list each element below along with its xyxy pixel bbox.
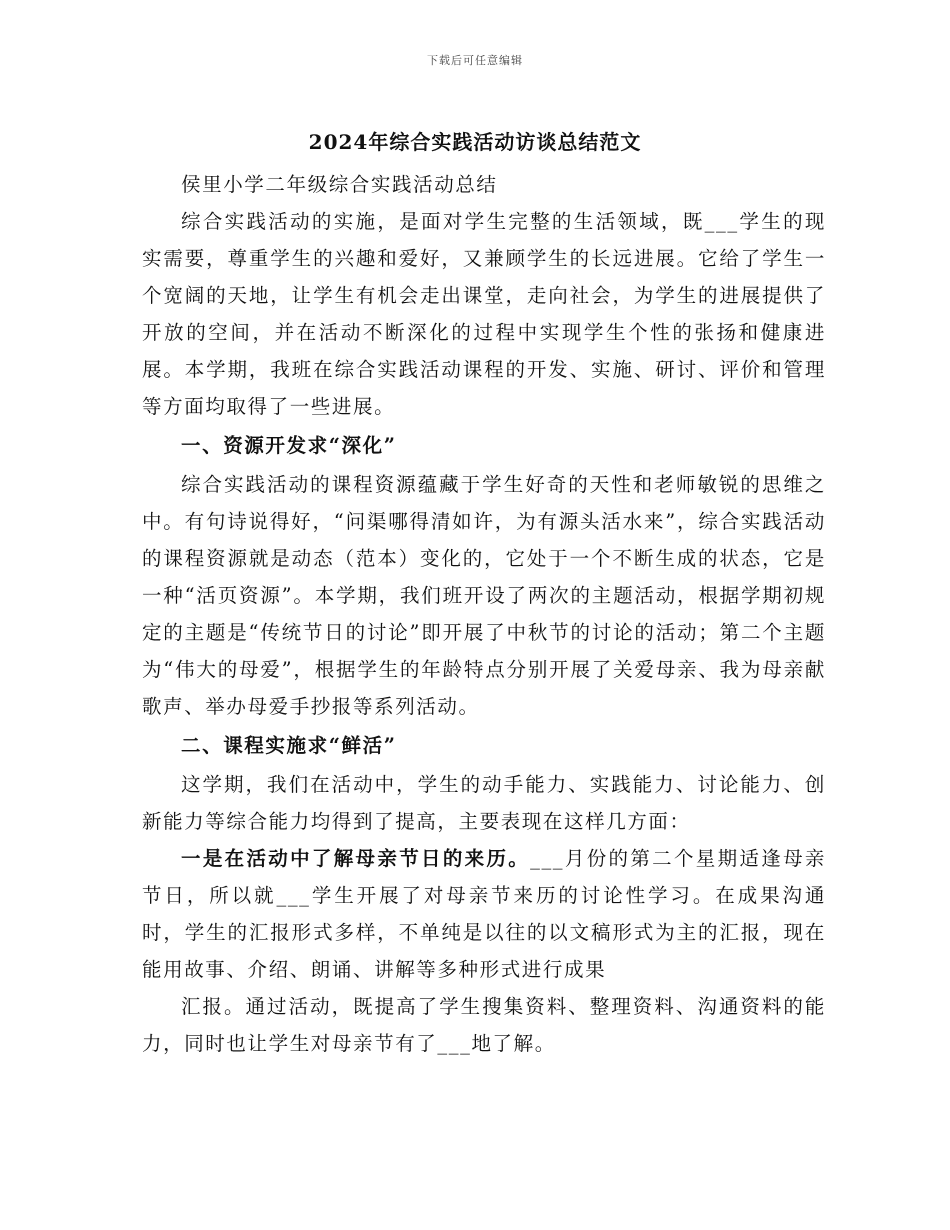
document-subtitle: 侯里小学二年级综合实践活动总结 xyxy=(181,173,498,196)
section-1-paragraph: 综合实践活动的课程资源蕴藏于学生好奇的天性和老师敏锐的思维之中。有句诗说得好，“问渠哪得清如许，为有源头活水来”，综合实践活动的课程资源就是动态（范本）变化的，它处于一个不断生成的状态，它是一种“活页资源”。本学期，我们班开设了两次的主题活动，根据学期初规定的主题是“传统节日的讨论”即开展了中秋节的讨论的活动；第二个主题为“伟大的母爱”，根据学生的年龄特点分别开展了关爱母亲、我为母亲献歌声、举办母爱手抄报等系列活动。 xyxy=(142,473,826,718)
section-2-paragraph: 这学期，我们在活动中，学生的动手能力、实践能力、讨论能力、创新能力等综合能力均得到了提高，主要表现在这样几方面： xyxy=(142,773,826,833)
document-title: 2024年综合实践活动访谈总结范文 xyxy=(308,130,642,154)
section-2-heading: 二、课程实施求“鲜活” xyxy=(181,734,397,757)
point-1-body: ___月份的第二个星期适逢母亲节日，所以就___学生开展了对母亲节来历的讨论性学习。在成果沟通时，学生的汇报形式多样，不单纯是以往的以文稿形式为主的汇报，现在能用故事、介绍、朗诵、讲解等多种形式进行成果 xyxy=(142,847,826,981)
intro-paragraph: 综合实践活动的实施，是面对学生完整的生活领域，既___学生的现实需要，尊重学生的兴趣和爱好，又兼顾学生的长远进展。它给了学生一个宽阔的天地，让学生有机会走出课堂，走向社会，为学生的进展提供了开放的空间，并在活动不断深化的过程中实现学生个性的张扬和健康进展。本学期，我班在综合实践活动课程的开发、实施、研讨、评价和管理等方面均取得了一些进展。 xyxy=(142,210,826,418)
point-1-continuation: 汇报。通过活动，既提高了学生搜集资料、整理资料、沟通资料的能力，同时也让学生对母亲节有了___地了解。 xyxy=(142,995,826,1055)
document-body xyxy=(142,166,826,1062)
page-header-note: 下载后可任意编辑 xyxy=(427,54,523,67)
point-1-paragraph xyxy=(142,840,826,988)
section-1-heading: 一、资源开发求“深化” xyxy=(181,434,397,457)
point-1-lead: 一是在活动中了解母亲节日的来历。 xyxy=(181,847,531,870)
